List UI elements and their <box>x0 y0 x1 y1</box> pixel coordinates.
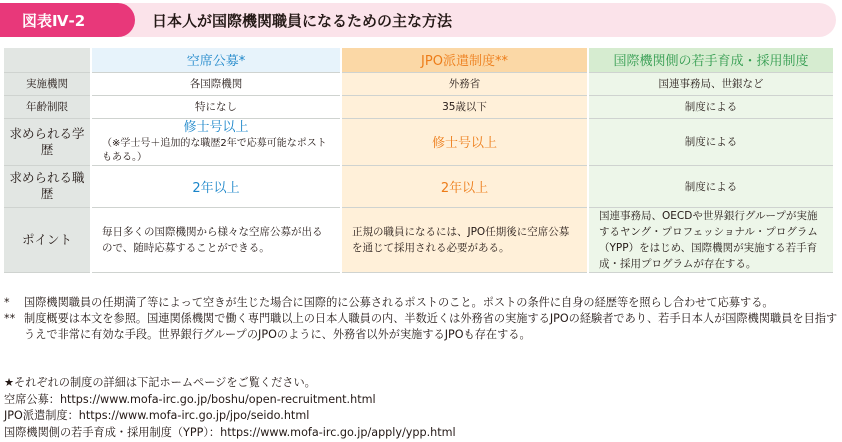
footnote-mark: * <box>4 296 10 309</box>
table-cell: 特になし <box>91 95 341 118</box>
link-open-recruitment[interactable]: 空席公募：https://www.mofa-irc.go.jp/boshu/open-recruitment.html <box>4 392 376 406</box>
row-label: ポイント <box>4 207 91 272</box>
table-row <box>4 207 834 272</box>
table-cell <box>91 118 341 165</box>
table-cell: 外務省 <box>341 72 588 95</box>
table-cell: 正規の職員になるには、JPO任期後に空席公募を通じて採用される必要がある。 <box>341 207 588 272</box>
table-row <box>4 118 834 165</box>
table-cell: 国連事務局、世銀など <box>588 72 834 95</box>
comparison-table <box>4 48 835 273</box>
reference-links <box>4 375 456 441</box>
link-ypp[interactable]: 国際機関側の若手育成・採用制度（YPP）：https://www.mofa-irc.go.jp/apply/ypp.html <box>4 425 456 439</box>
table-cell: 制度による <box>588 95 834 118</box>
table-cell: 制度による <box>588 118 834 165</box>
table-row <box>4 72 834 95</box>
table-cell: 各国際機関 <box>91 72 341 95</box>
row-label: 求められる学歴 <box>4 118 91 165</box>
table-row <box>4 95 834 118</box>
footnotes <box>4 295 838 343</box>
row-label: 実施機関 <box>4 72 91 95</box>
table-header-row <box>4 48 834 72</box>
footnote-text: 制度概要は本文を参照。国連関係機関で働く専門職以上の日本人職員の内、半数近くは外務省の実施するJPOの経験者であり、若手日本人が国際機関職員を目指すうえで非常に有効な手段。世界銀行グループのJPOのように、外務省以外が実施するJPOも存在する。 <box>24 312 838 341</box>
links-intro: ★それぞれの制度の詳細は下記ホームページをご覧ください。 <box>4 376 316 389</box>
footnote-text: 国際機関職員の任期満了等によって空きが生じた場合に国際的に公募されるポストのこと。ポストの条件に自身の経歴等を照らし合わせて応募する。 <box>24 296 774 309</box>
education-note: （※学士号＋追加的な職歴2年で応募可能なポストもある。） <box>102 137 327 163</box>
footnote <box>4 295 838 311</box>
row-label: 年齢制限 <box>4 95 91 118</box>
row-label: 求められる職歴 <box>4 165 91 207</box>
table-cell: 2年以上 <box>341 165 588 207</box>
figure-title: 日本人が国際機関職員になるための主な方法 <box>152 11 453 30</box>
figure-label: 図表Ⅳ-2 <box>0 3 135 37</box>
table-cell: 修士号以上 <box>341 118 588 165</box>
table-cell: 国連事務局、OECDや世界銀行グループが実施するヤング・プロフェッショナル・プログラム（YPP）をはじめ、国際機関が実施する若手育成・採用プログラムが存在する。 <box>588 207 834 272</box>
table-cell: 制度による <box>588 165 834 207</box>
table-cell: 35歳以下 <box>341 95 588 118</box>
link-jpo[interactable]: JPO派遣制度：https://www.mofa-irc.go.jp/jpo/seido.html <box>4 409 310 422</box>
table-cell: 毎日多くの国際機関から様々な空席公募が出るので、随時応募することができる。 <box>91 207 341 272</box>
header-jpo: JPO派遣制度** <box>341 48 588 72</box>
education-requirement: 修士号以上 <box>183 119 249 135</box>
header-open-recruitment: 空席公募* <box>91 48 341 72</box>
footnote-mark: ** <box>4 312 16 325</box>
footnote <box>4 311 838 343</box>
table-row <box>4 165 834 207</box>
table-cell: 2年以上 <box>91 165 341 207</box>
figure-header <box>0 0 842 38</box>
header-young-professional: 国際機関側の若手育成・採用制度 <box>588 48 834 72</box>
header-empty <box>4 48 91 72</box>
